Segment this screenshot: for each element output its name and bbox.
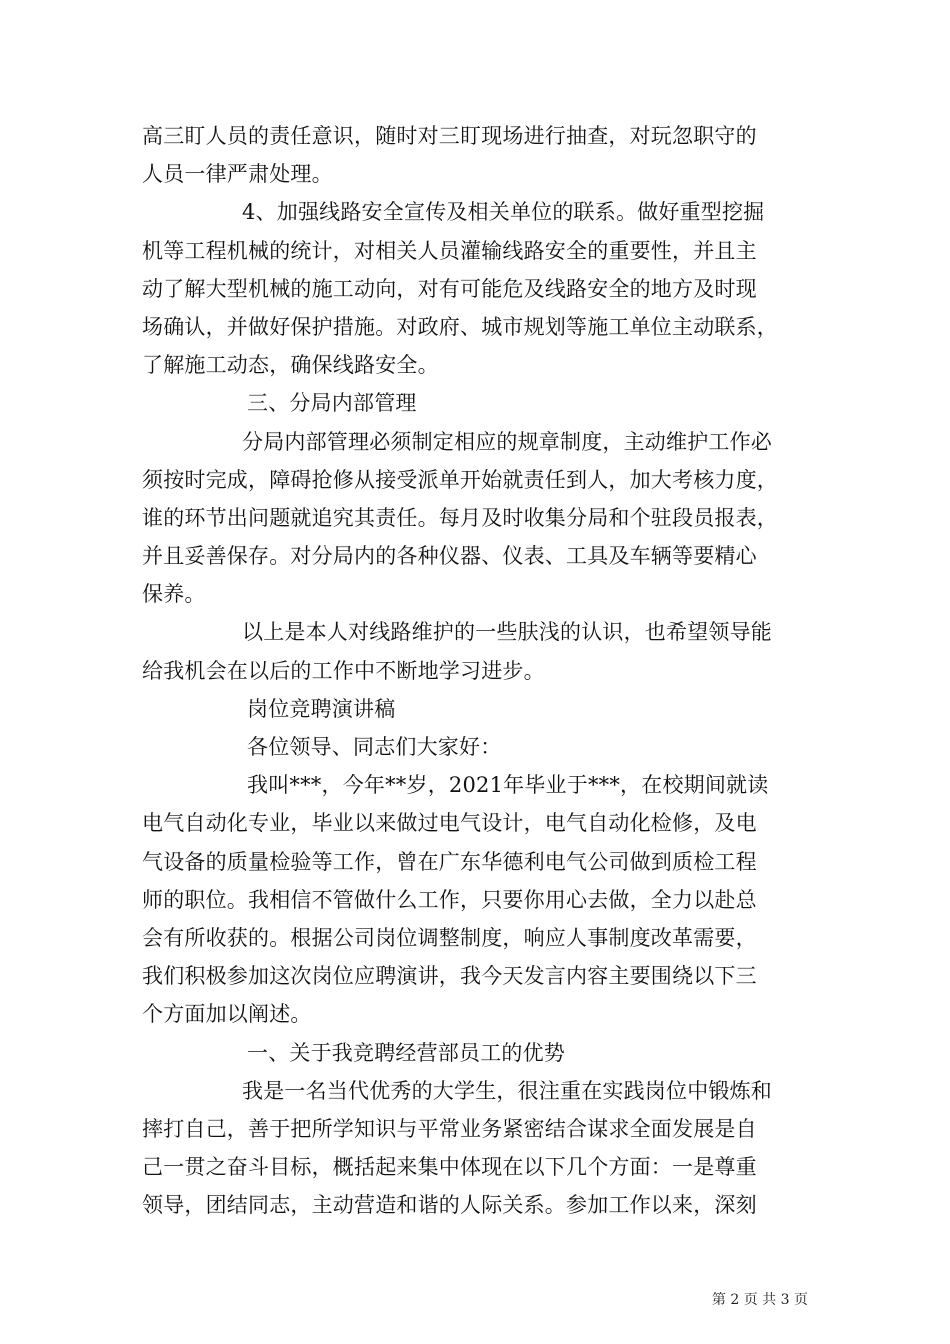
body-line: 摔打自己，善于把所学知识与平常业务紧密结合谋求全面发展是自 xyxy=(142,1116,757,1141)
body-line: 场确认，并做好保护措施。对政府、城市规划等施工单位主动联系， xyxy=(142,314,778,339)
section-heading: 三、分局内部管理 xyxy=(247,391,417,416)
paragraph-start-line: 我是一名当代优秀的大学生，很注重在实践岗位中锻炼和 xyxy=(242,1078,772,1103)
body-line: 人员一律严肃处理。 xyxy=(142,162,333,187)
body-line: 高三盯人员的责任意识，随时对三盯现场进行抽查，对玩忽职守的 xyxy=(142,124,757,148)
salutation-line: 各位领导、同志们大家好： xyxy=(247,735,502,759)
body-line: 气设备的质量检验等工作，曾在广东华德利电气公司做到质检工程 xyxy=(142,849,757,874)
body-line: 并且妥善保存。对分局内的各种仪器、仪表、工具及车辆等要精心 xyxy=(142,544,757,569)
body-line: 领导，团结同志，主动营造和谐的人际关系。参加工作以来，深刻 xyxy=(142,1193,757,1218)
body-line: 动了解大型机械的施工动向，对有可能危及线路安全的地方及时现 xyxy=(142,276,757,301)
speech-title: 岗位竞聘演讲稿 xyxy=(247,696,396,721)
paragraph-start-line: 分局内部管理必须制定相应的规章制度，主动维护工作必 xyxy=(242,429,772,454)
page-number-footer: 第 2 页 共 3 页 xyxy=(711,1292,808,1308)
paragraph-start-line: 我叫***，今年**岁，2021年毕业于***，在校期间就读 xyxy=(247,773,769,798)
body-line: 会有所收获的。根据公司岗位调整制度，响应人事制度改革需要， xyxy=(142,925,757,950)
section-heading: 一、关于我竞聘经营部员工的优势 xyxy=(247,1040,565,1065)
body-line: 须按时完成，障碍抢修从接受派单开始就责任到人，加大考核力度， xyxy=(142,467,778,492)
body-line: 电气自动化专业，毕业以来做过电气设计，电气自动化检修，及电 xyxy=(142,811,757,836)
body-line: 谁的环节出问题就追究其责任。每月及时收集分局和个驻段员报表， xyxy=(142,505,778,530)
body-line: 保养。 xyxy=(142,582,206,607)
paragraph-start-line: 4、加强线路安全宣传及相关单位的联系。做好重型挖掘 xyxy=(242,200,765,225)
body-line: 了解施工动态，确保线路安全。 xyxy=(142,353,439,378)
paragraph-start-line: 以上是本人对线路维护的一些肤浅的认识，也希望领导能 xyxy=(242,620,772,645)
body-line: 师的职位。我相信不管做什么工作，只要你用心去做，全力以赴总 xyxy=(142,887,757,912)
document-body xyxy=(142,117,812,1224)
body-line: 个方面加以阐述。 xyxy=(142,1002,312,1027)
body-line: 我们积极参加这次岗位应聘演讲，我今天发言内容主要围绕以下三 xyxy=(142,964,757,989)
body-line: 机等工程机械的统计，对相关人员灌输线路安全的重要性，并且主 xyxy=(142,238,757,263)
body-line: 己一贯之奋斗目标，概括起来集中体现在以下几个方面：一是尊重 xyxy=(142,1155,757,1180)
body-line: 给我机会在以后的工作中不断地学习进步。 xyxy=(142,658,545,683)
